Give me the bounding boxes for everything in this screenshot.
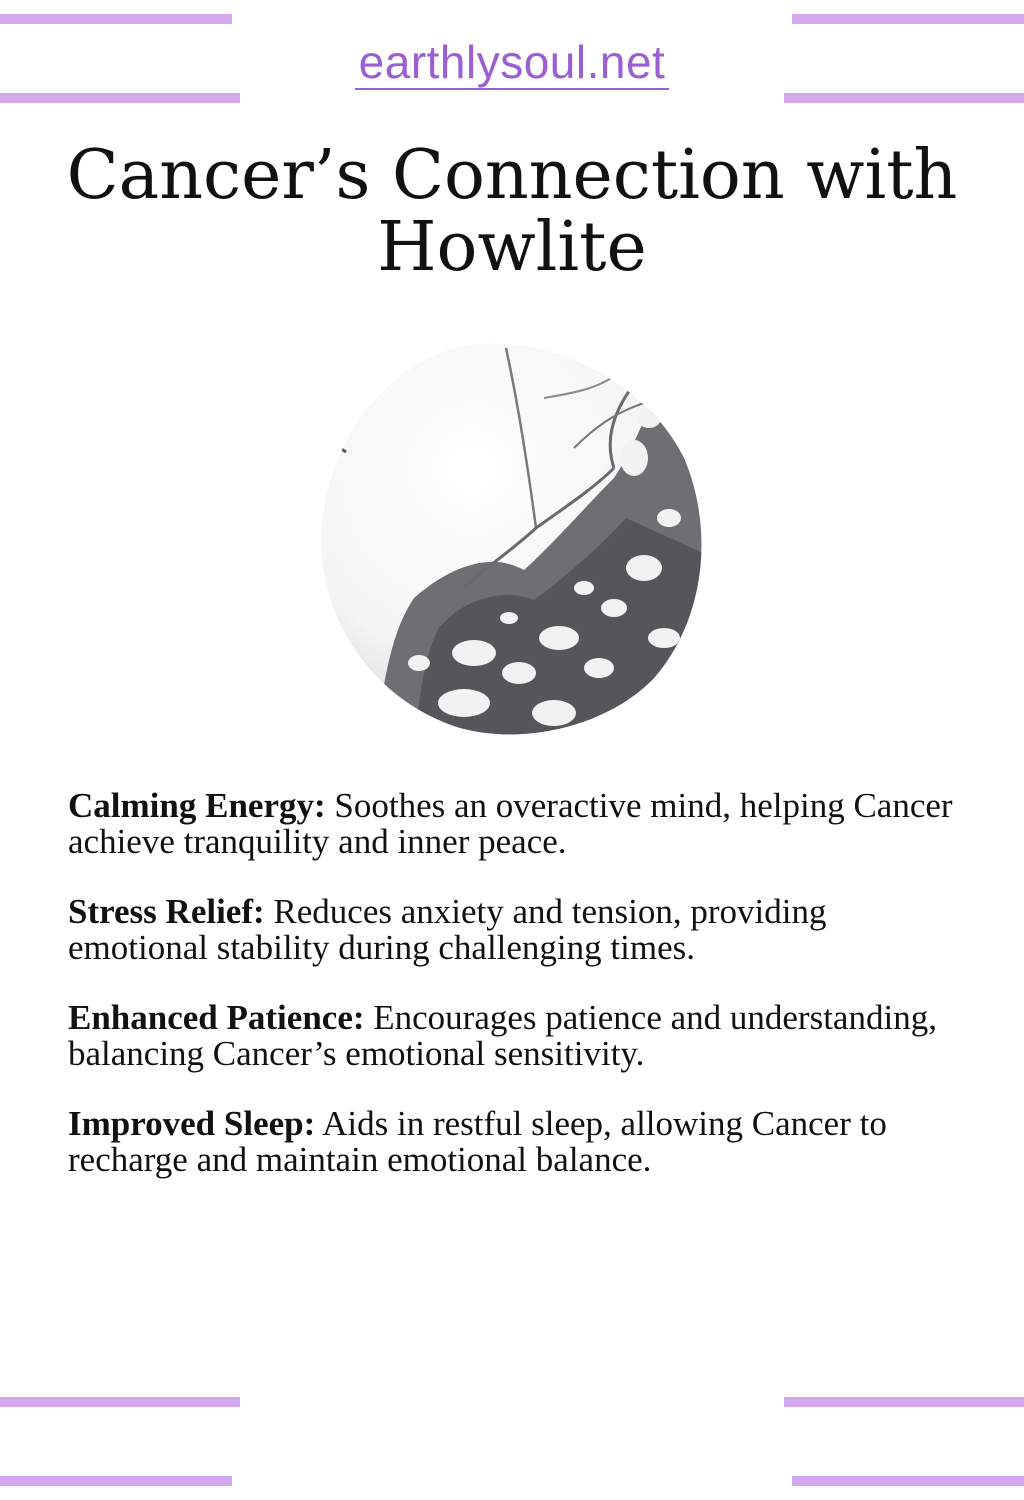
property-stress-relief <box>68 894 968 966</box>
bottom-right-bar-inner <box>784 1397 1024 1407</box>
property-text: Encourages patience and understanding, balancing Cancer’s emotional sensitivity. <box>68 998 937 1073</box>
site-logo-text: earthlysoul.net <box>355 38 670 90</box>
property-label: Stress Relief: <box>68 892 265 931</box>
top-right-bar-outer <box>792 14 1024 24</box>
site-logo[interactable] <box>0 38 1024 90</box>
bottom-left-bar-outer <box>0 1476 232 1486</box>
property-label: Enhanced Patience: <box>68 998 365 1037</box>
top-right-bar-inner <box>784 93 1024 103</box>
property-improved-sleep <box>68 1106 968 1178</box>
bottom-left-bar-inner <box>0 1397 240 1407</box>
top-left-bar-outer <box>0 14 232 24</box>
property-calming-energy <box>68 788 968 860</box>
property-label: Calming Energy: <box>68 786 326 825</box>
howlite-stone-icon <box>314 338 710 742</box>
top-left-bar-inner <box>0 93 240 103</box>
properties-list <box>68 788 968 1212</box>
property-label: Improved Sleep: <box>68 1104 316 1143</box>
property-text: Aids in restful sleep, allowing Cancer to recharge and maintain emotional balance. <box>68 1104 887 1179</box>
bottom-right-bar-outer <box>792 1476 1024 1486</box>
property-text: Reduces anxiety and tension, providing emotional stability during challenging times. <box>68 892 827 967</box>
property-text: Soothes an overactive mind, helping Cancer achieve tranquility and inner peace. <box>68 786 953 861</box>
page-title: Cancer’s Connection with Howlite <box>66 136 958 287</box>
property-enhanced-patience <box>68 1000 968 1072</box>
